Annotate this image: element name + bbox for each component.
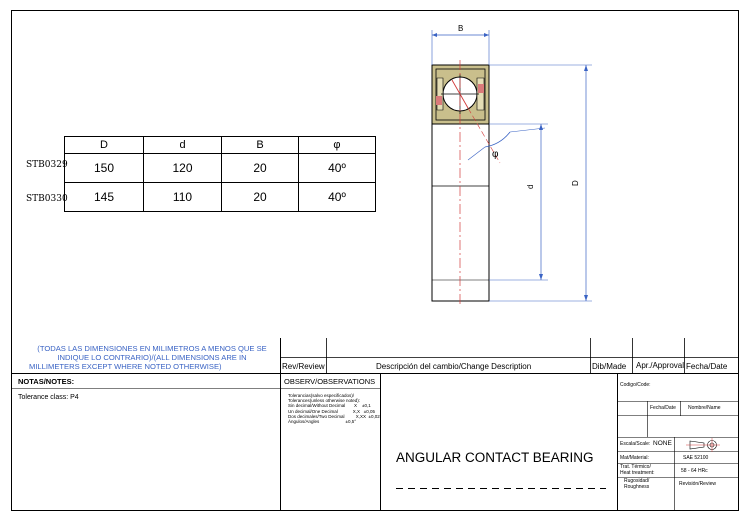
date-label: Fecha/Date — [650, 405, 676, 411]
units-note-line: (TODAS LAS DIMENSIONES EN MILIMETROS A MENOS QUE SE — [37, 344, 267, 353]
row-label: STB0330 — [26, 194, 68, 204]
drawing-title: ANGULAR CONTACT BEARING — [396, 450, 594, 465]
rev-header: Rev/Review — [282, 362, 325, 371]
table-row — [65, 183, 376, 212]
material-value: SAE 52100 — [683, 455, 709, 461]
observation-line: Tolerancias(salvo especificados)/ — [288, 393, 355, 398]
table-row — [65, 154, 376, 183]
table-cell: 20 — [222, 183, 299, 212]
units-note-line: MILLIMETERS EXCEPT WHERE NOTED OTHERWISE) — [29, 362, 222, 371]
table-cell: 120 — [144, 154, 222, 183]
name-label: Nombre/Name — [688, 405, 721, 411]
header-cell-d: d — [144, 137, 222, 154]
table-cell: 40º — [299, 183, 376, 212]
heat-label-line: Heat treatment: — [620, 469, 655, 476]
observation-line: Sin decimal/Without Decimal X ±0,1 — [288, 403, 371, 409]
drawn-header: Dib/Made — [592, 362, 627, 371]
header-cell-D: D — [65, 137, 144, 154]
dimension-table — [64, 136, 376, 212]
observation-line: Dos decimales/Two Decimal X,XX ±0,02 — [288, 413, 380, 419]
observation-line: Ángulos/Angles ±0,5° — [288, 419, 357, 425]
heat-label-line: Trat. Térmico/ — [620, 464, 651, 470]
tolerance-class: Tolerance class: P4 — [18, 394, 79, 401]
roughness-label — [624, 479, 649, 490]
scale-value: NONE — [653, 440, 672, 447]
description-header: Descripción del cambio/Change Description — [376, 362, 532, 371]
dim-d-outer-label: D — [571, 180, 580, 186]
table-cell: 150 — [65, 154, 144, 183]
roughness-label-line: Rugosidad/ — [624, 478, 650, 484]
header-cell-B: B — [222, 137, 299, 154]
dim-d-inner-label: d — [526, 184, 535, 189]
bearing-drawing — [432, 24, 592, 305]
table-header-row — [65, 137, 376, 154]
table-cell: 145 — [65, 183, 144, 212]
observations-header: OBSERV/OBSERVATIONS — [284, 377, 376, 386]
dim-phi-label: φ — [492, 149, 499, 160]
units-note — [27, 344, 277, 371]
observation-line: Un decimal/One Decimal X,X ±0,05 — [288, 408, 376, 414]
header-cell-phi: φ — [299, 137, 376, 154]
projection-symbol-icon — [686, 438, 720, 452]
table-cell: 20 — [222, 154, 299, 183]
notes-header: NOTAS/NOTES: — [18, 377, 75, 386]
revision-label: Revisión/Review — [679, 481, 716, 487]
heat-treatment-value: 58 - 64 HRc — [681, 468, 708, 474]
units-note-line: INDIQUE LO CONTRARIO)/(ALL DIMENSIONS ARE IN — [57, 353, 247, 362]
approved-header: Apr./Approval — [636, 361, 685, 370]
material-label: Mat/Material: — [620, 455, 649, 461]
roughness-label-line: Roughness — [624, 483, 650, 490]
date-header: Fecha/Date — [686, 362, 728, 371]
table-cell: 110 — [144, 183, 222, 212]
table-cell: 40º — [299, 154, 376, 183]
scale-label: Escala/Scale: — [620, 441, 651, 447]
dim-b-label: B — [458, 24, 464, 33]
observations-list — [288, 393, 378, 424]
heat-treatment-label — [620, 465, 654, 476]
sheet-border — [12, 11, 739, 511]
observation-line: Tolerances(unless otherwise noted): — [288, 398, 361, 404]
row-label: STB0329 — [26, 160, 68, 170]
code-label: Codigo/Code: — [620, 382, 651, 388]
